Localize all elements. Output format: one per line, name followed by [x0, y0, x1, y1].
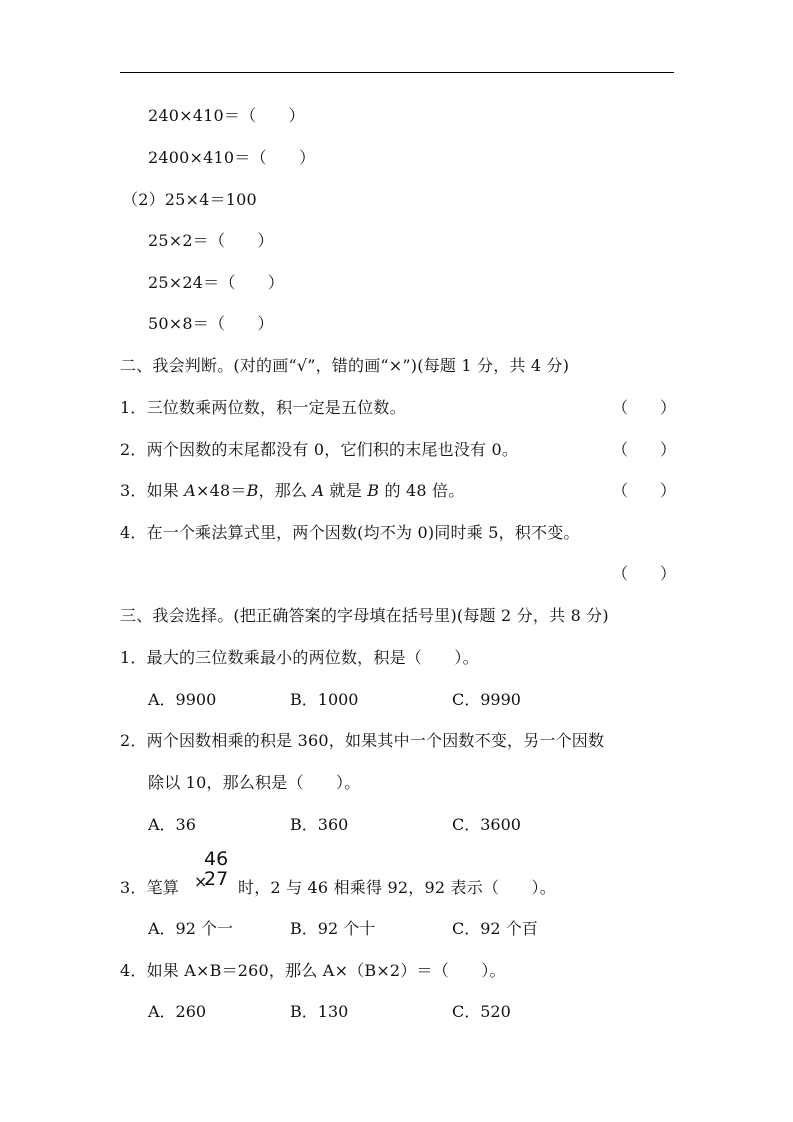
calc-bottom-number: 27 [204, 868, 229, 890]
times-sign: × [194, 872, 208, 891]
judge-question-3 [120, 481, 464, 501]
option-a: A．9900 [148, 690, 217, 709]
option-a: A．36 [148, 815, 196, 834]
q3-text: ，那么 [258, 481, 313, 500]
problem-line: 2400×410＝（ ） [148, 148, 316, 167]
option-b: B．130 [290, 1002, 349, 1021]
var-a: A [184, 481, 197, 500]
option-c: C．3600 [452, 815, 521, 834]
option-b: B．360 [290, 815, 349, 834]
option-a: A．260 [148, 1002, 207, 1021]
judge-question-4: 4．在一个乘法算式里，两个因数(均不为 0)同时乘 5，积不变。 [120, 523, 580, 542]
q3-text: 3．如果 [120, 481, 185, 500]
problem-line: 240×410＝（ ） [148, 106, 305, 125]
answer-paren: （ ） [612, 481, 677, 500]
judge-question-1: 1．三位数乘两位数，积一定是五位数。 [120, 398, 406, 417]
var-b: B [367, 481, 380, 500]
section-heading-choice: 三、我会选择。(把正确答案的字母填在括号里)(每题 2 分，共 8 分) [120, 606, 609, 625]
q3-text: 就是 [324, 481, 368, 500]
problem-line: 50×8＝（ ） [148, 314, 274, 333]
judge-question-2: 2．两个因数的末尾都没有 0，它们积的末尾也没有 0。 [120, 440, 519, 459]
choice-question-2: 2．两个因数相乘的积是 360，如果其中一个因数不变，另一个因数 [120, 731, 605, 750]
option-b: B．92 个十 [290, 919, 376, 938]
problem-group-head: （2）25×4＝100 [122, 190, 257, 209]
option-a: A．92 个一 [148, 919, 234, 938]
q3-text: ×48＝ [196, 481, 247, 500]
choice-question-2-cont: 除以 10，那么积是（ ）。 [148, 773, 361, 792]
problem-line: 25×2＝（ ） [148, 231, 274, 250]
option-c: C．520 [452, 1002, 511, 1021]
var-a: A [312, 481, 325, 500]
calc-top-number: 46 [204, 848, 229, 870]
section-heading-judge: 二、我会判断。(对的画“√”，错的画“×”)(每题 1 分，共 4 分) [120, 356, 570, 375]
answer-paren: （ ） [612, 564, 677, 583]
option-b: B．1000 [290, 690, 359, 709]
choice-question-4: 4．如果 A×B＝260，那么 A×（B×2）＝（ ）。 [120, 961, 506, 980]
choice-question-3-pre: 3．笔算 [120, 878, 179, 897]
q3-text: 的 48 倍。 [379, 481, 465, 500]
choice-question-1: 1．最大的三位数乘最小的两位数，积是（ ）。 [120, 648, 479, 667]
vertical-multiplication [194, 850, 236, 894]
header-rule [120, 72, 674, 73]
option-c: C．9990 [452, 690, 521, 709]
problem-line: 25×24＝（ ） [148, 273, 285, 292]
answer-paren: （ ） [612, 398, 677, 417]
choice-question-3-post: 时，2 与 46 相乘得 92，92 表示（ ）。 [238, 878, 556, 897]
option-c: C．92 个百 [452, 919, 538, 938]
var-b: B [246, 481, 259, 500]
answer-paren: （ ） [612, 440, 677, 459]
